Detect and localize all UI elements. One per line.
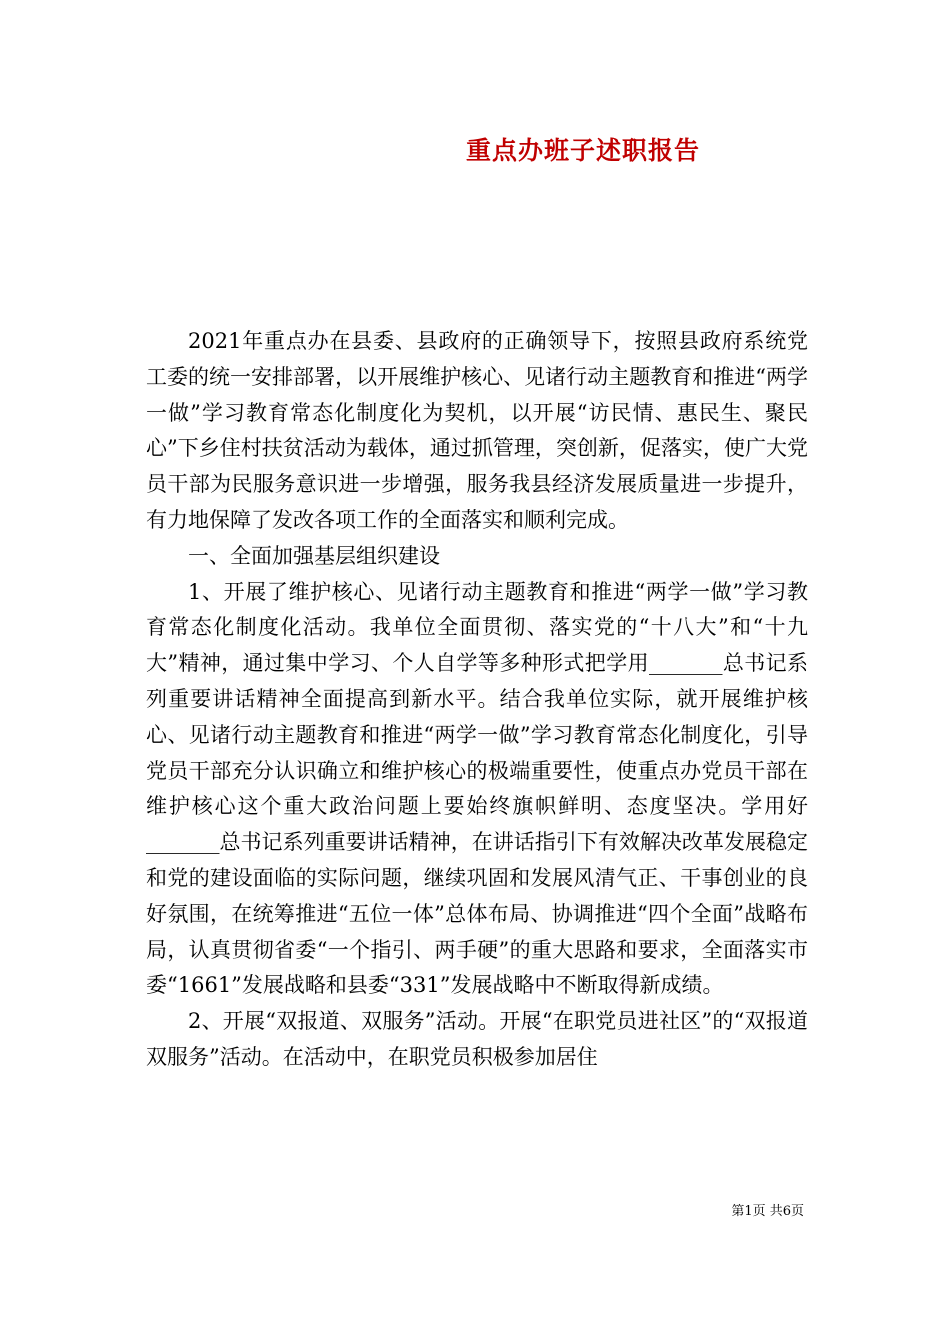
document-title: 重点办班子述职报告 <box>465 136 700 165</box>
intro-paragraph: 2021年重点办在县委、县政府的正确领导下，按照县政府系统党工委的统一安排部署，以开展维护核心、见诸行动主题教育和推进“两学一做”学习教育常态化制度化为契机，以开展“访民情、惠民生、聚民心”下乡住村扶贫活动为载体，通过抓管理，突创新，促落实，使广大党员干部为民服务意识进一步增强，服务我县经济发展质量进一步提升，有力地保障了发改各项工作的全面落实和顺利完成。 <box>146 329 808 532</box>
sub-paragraph-1: 1、开展了维护核心、见诸行动主题教育和推进“两学一做”学习教育常态化制度化活动。我单位全面贯彻、落实党的“十八大”和“十九大”精神，通过集中学习、个人自学等多种形式把学用_______总书记系列重要讲话精神全面提高到新水平。结合我单位实际，就开展维护核心、见诸行动主题教育和推进“两学一做”学习教育常态化制度化，引导党员干部充分认识确立和维护核心的极端重要性，使重点办党员干部在维护核心这个重大政治问题上要始终旗帜鲜明、态度坚决。学用好_______总书记系列重要讲话精神，在讲话指引下有效解决改革发展稳定和党的建设面临的实际问题，继续巩固和发展风清气正、干事创业的良好氛围，在统筹推进“五位一体”总体布局、协调推进“四个全面”战略布局，认真贯彻省委“一个指引、两手硬”的重大思路和要求，全面落实市委“1661”发展战略和县委“331”发展战略中不断取得新成绩。 <box>146 579 808 998</box>
document-body <box>146 324 808 1076</box>
sub-paragraph-2: 2、开展“双报道、双服务”活动。开展“在职党员进社区”的“双报道双服务”活动。在活动中，在职党员积极参加居住 <box>146 1009 808 1069</box>
page-footer: 第1页 共6页 <box>731 1204 804 1219</box>
section-heading: 一、全面加强基层组织建设 <box>188 543 440 568</box>
